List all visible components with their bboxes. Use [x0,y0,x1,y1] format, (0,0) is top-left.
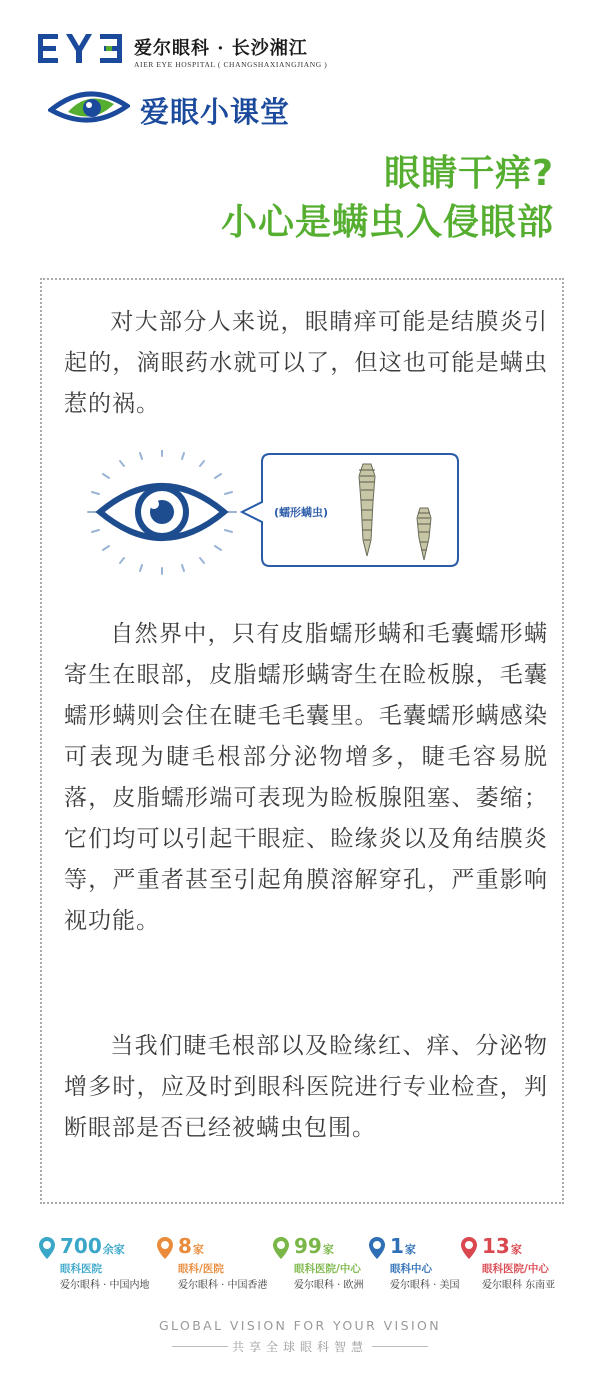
class-title: 爱眼小课堂 [140,95,291,129]
stat-type: 眼科医院/中心 [294,1263,361,1275]
stat-region: 爱尔眼科 · 美国 [390,1280,460,1291]
location-pin-icon [368,1236,386,1260]
footer-stats [38,1234,578,1294]
stat-number: 1 [390,1234,404,1258]
eye-logo-icon [48,88,130,128]
stat-unit: 余家 [102,1243,125,1256]
article-box [40,278,564,1204]
stat-number: 13 [482,1234,510,1258]
stat-region: 爱尔眼科 东南亚 [482,1280,556,1291]
stat-number: 700 [60,1234,102,1258]
location-pin-icon [460,1236,478,1260]
location-pin-icon [272,1236,290,1260]
hospital-logo [38,30,358,74]
headline-line-1: 眼睛干痒? [384,153,554,194]
eye-wordmark-icon [38,32,128,66]
stat-number: 99 [294,1234,322,1258]
headline-line-2: 小心是螨虫入侵眼部 [220,202,554,243]
hospital-name-cn: 爱尔眼科 · 长沙湘江 [134,38,308,59]
stat-unit: 家 [192,1243,204,1256]
mite-label: (蠕形螨虫) [274,506,329,519]
location-pin-icon [156,1236,174,1260]
stat-type: 眼科医院 [60,1263,102,1275]
article-paragraph-2: 自然界中，只有皮脂蠕形螨和毛囊蠕形螨寄生在眼部，皮脂蠕形螨寄生在睑板腺，毛囊蠕形螨则会住在睫毛毛囊里。毛囊蠕形螨感染可表现为睫毛根部分泌物增多，睫毛容易脱落，皮脂蠕形端可表现为睑板腺阻塞、萎缩；它们均可以引起干眼症、睑缘炎以及角结膜炎等，严重者甚至引起角膜溶解穿孔，严重影响视功能。 [64,621,548,934]
stat-type: 眼科医院/中心 [482,1263,549,1275]
stat-type: 眼科中心 [390,1263,432,1275]
stat-unit: 家 [510,1243,522,1256]
location-pin-icon [38,1236,56,1260]
stat-region: 爱尔眼科 · 中国内地 [60,1280,150,1291]
stat-unit: 家 [404,1243,416,1256]
article-paragraph-1: 对大部分人来说，眼睛痒可能是结膜炎引起的，滴眼药水就可以了，但这也可能是螨虫惹的祸。 [64,309,548,417]
stat-unit: 家 [322,1243,334,1256]
hospital-name-en: AIER EYE HOSPITAL ( CHANGSHAXIANGJIANG ) [134,60,328,69]
headline [221,150,554,248]
slogan-divider-right [372,1346,428,1347]
slogan-chinese-row [0,1338,600,1356]
stat-region: 爱尔眼科 · 欧洲 [294,1280,364,1291]
stat-region: 爱尔眼科 · 中国香港 [178,1280,268,1291]
article-paragraph-3: 当我们睫毛根部以及睑缘红、痒、分泌物增多时，应及时到眼科医院进行专业检查，判断眼部是否已经被螨虫包围。 [64,1033,548,1141]
class-banner [48,86,348,132]
slogan-chinese: 共享全球眼科智慧 [231,1340,368,1354]
slogan-english: GLOBAL VISION FOR YOUR VISION [158,1318,442,1333]
mite-illustration [82,450,502,576]
stat-type: 眼科/医院 [178,1263,224,1275]
stat-number: 8 [178,1234,192,1258]
